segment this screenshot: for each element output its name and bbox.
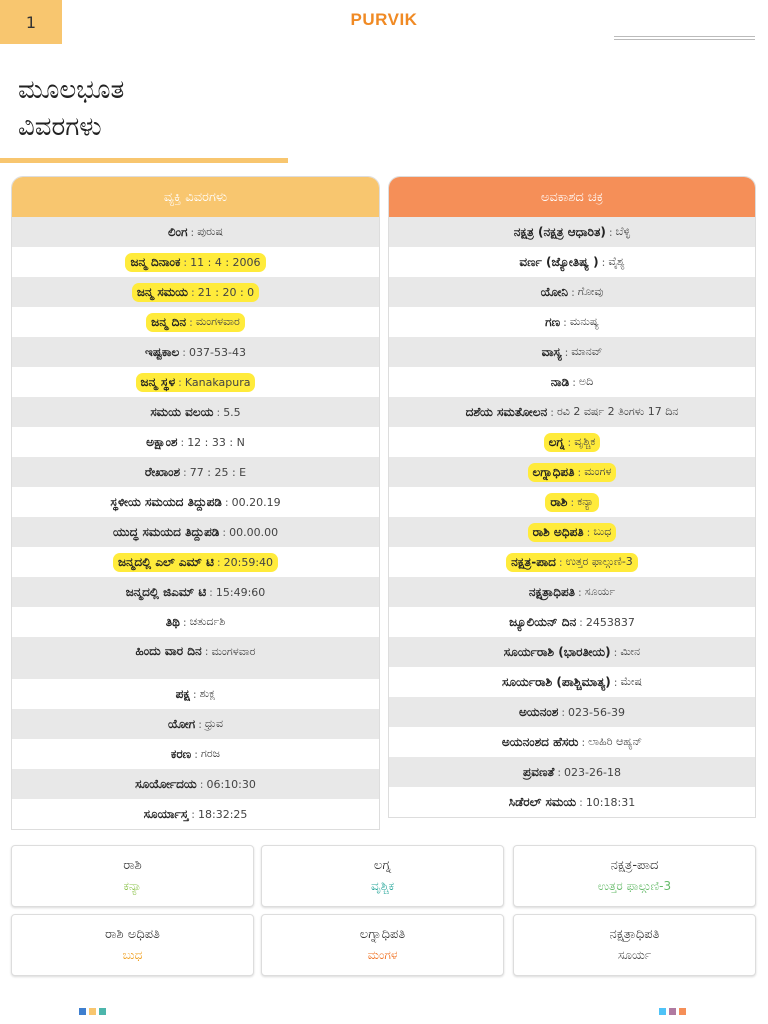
- field: [540, 313, 604, 332]
- summary-card-value: ಬುಧ: [122, 948, 143, 962]
- decorative-dot: [679, 1008, 686, 1015]
- field-separator: :: [182, 615, 187, 629]
- table-row: [12, 217, 379, 247]
- table-row: [12, 397, 379, 427]
- field-label: ಜ್ಯೂಲಿಯನ್ ದಿನ: [509, 614, 577, 629]
- table-row: [12, 517, 379, 547]
- field-separator: :: [558, 555, 563, 569]
- table-row: [12, 739, 379, 769]
- table-row: [389, 757, 755, 787]
- table-row: [12, 337, 379, 367]
- decorative-dot: [659, 1008, 666, 1015]
- field-separator: :: [586, 525, 591, 539]
- field-label: ಪಕ್ಷ: [175, 686, 190, 701]
- field-label: ಅಕ್ಷಾಂಶ: [146, 434, 178, 449]
- field-value: 2453837: [585, 615, 635, 629]
- field-label: ಜನ್ಮದಲ್ಲಿ ಜಿಎಮ್ ಟಿ: [125, 584, 207, 599]
- table-row: [389, 457, 755, 487]
- field-separator: :: [613, 675, 618, 689]
- field: [514, 253, 629, 272]
- decorative-dot: [89, 1008, 96, 1015]
- field-label: ಗಣ: [545, 314, 561, 329]
- field-label: ಯೋಗ: [167, 716, 196, 731]
- table-row: [12, 427, 379, 457]
- summary-card: [11, 914, 254, 976]
- summary-card-title: ನಕ್ಷತ್ರಾಧಿಪತಿ: [609, 927, 660, 942]
- field-label: ಅಯನಂಶದ ಹೆಸರು: [501, 734, 579, 749]
- summary-card-value: ವೃಶ್ಚಿಕ: [370, 879, 395, 893]
- field-label: ಜನ್ಮ ದಿನಾಂಕ: [130, 254, 181, 269]
- field-value: ಪುರುಷ: [197, 225, 223, 238]
- table-row: [389, 637, 755, 667]
- field-separator: :: [567, 435, 572, 449]
- summary-card-value: ಕನ್ಯಾ: [123, 879, 142, 893]
- field-label: ಸ್ಥಳೀಯ ಸಮಯದ ತಿದ್ದುಪಡಿ: [110, 494, 222, 509]
- table-row: [12, 547, 379, 577]
- summary-card: [261, 914, 504, 976]
- chakra-rows: [389, 217, 755, 817]
- field-value: ಬುಧ: [593, 525, 612, 538]
- table-row: [389, 307, 755, 337]
- table-row: [389, 217, 755, 247]
- field: [163, 223, 228, 242]
- field: [171, 685, 221, 704]
- header-divider: [614, 36, 755, 40]
- highlighted-field: [528, 463, 617, 482]
- summary-card-title: ನಕ್ಷತ್ರ-ಪಾದ: [610, 858, 659, 873]
- field-separator: :: [216, 405, 221, 419]
- table-row: [389, 727, 755, 757]
- highlighted-field: [136, 373, 256, 392]
- field-label: ಲಗ್ನ: [548, 434, 565, 449]
- field-separator: :: [613, 645, 618, 659]
- field: [537, 343, 608, 362]
- field-separator: :: [224, 495, 229, 509]
- field-label: ನಕ್ಷತ್ರಾಧಿಪತಿ: [528, 584, 576, 599]
- field-value: ರವಿ 2 ವರ್ಷ 2 ತಿಂಗಳು 17 ದಿನ: [556, 405, 679, 418]
- field: [139, 805, 253, 824]
- summary-card: [261, 845, 504, 907]
- field-value: ಮಂಗಳವಾರ: [211, 644, 256, 658]
- field-value: 18:32:25: [198, 807, 248, 821]
- field-separator: :: [216, 555, 221, 569]
- field-label: ಸಮಯ ವಲಯ: [150, 404, 214, 419]
- field: [499, 643, 645, 662]
- highlighted-field: [113, 553, 278, 572]
- field-label: ಲಗ್ನಾಧಿಪತಿ: [532, 464, 575, 479]
- summary-card-value: ಮಂಗಳ: [367, 948, 398, 962]
- field-value: 77 : 25 : E: [189, 465, 247, 479]
- field: [504, 793, 640, 812]
- field-separator: :: [571, 285, 575, 299]
- table-row: [389, 337, 755, 367]
- field-label: ಸೂರ್ಯೋದಯ: [135, 776, 197, 791]
- field-label: ಸೂರ್ಯರಾಶಿ (ಭಾರತೀಯ): [503, 644, 611, 659]
- field-separator: :: [209, 585, 213, 599]
- field-value: 10:18:31: [585, 795, 636, 809]
- field: [504, 613, 640, 632]
- page-number: 1: [0, 0, 62, 44]
- field-separator: :: [550, 405, 554, 419]
- field-label: ಯೋನಿ: [540, 284, 569, 299]
- highlighted-field: [146, 313, 245, 332]
- table-row: [389, 787, 755, 817]
- table-row: [389, 547, 755, 577]
- field-label: ಸೂರ್ಯರಾಶಿ (ಪಾಶ್ಚಿಮಾತ್ಯ): [501, 674, 611, 689]
- field: [497, 733, 647, 752]
- field: [131, 642, 261, 661]
- field-separator: :: [572, 375, 576, 389]
- field-separator: :: [180, 435, 185, 449]
- field-label: ರೇಖಾಂಶ: [144, 464, 181, 479]
- field: [163, 715, 228, 734]
- field: [105, 493, 285, 512]
- field-value: ಚತುರ್ದಶಿ: [189, 615, 226, 628]
- table-row: [12, 607, 379, 637]
- field: [497, 673, 647, 692]
- table-row: [389, 577, 755, 607]
- field-value: 06:10:30: [206, 777, 256, 791]
- table-row: [12, 457, 379, 487]
- field-separator: :: [198, 717, 202, 731]
- field: [140, 463, 251, 482]
- field: [108, 523, 283, 542]
- field: [514, 703, 630, 722]
- summary-card-title: ಲಗ್ನ: [373, 858, 392, 873]
- field-value: 21 : 20 : 0: [197, 285, 255, 299]
- field-separator: :: [189, 315, 193, 329]
- person-details-header: ವ್ಯಕ್ತಿ ವಿವರಗಳು: [12, 177, 379, 217]
- table-row: [389, 667, 755, 697]
- footer-dots-right: [659, 1008, 686, 1015]
- field-value: Kanakapura: [184, 375, 251, 389]
- field-value: ಉತ್ತರ ಫಾಲ್ಗುಣಿ-3: [565, 555, 633, 568]
- highlighted-field: [506, 553, 638, 572]
- field-value: 15:49:60: [215, 585, 266, 599]
- field-separator: :: [581, 735, 586, 749]
- table-row: [389, 517, 755, 547]
- table-row: [389, 427, 755, 457]
- field-label: ಅಯನಂಶ: [519, 704, 559, 719]
- field-value: ಲಾಹಿರಿ ಆಹ್ಯನ್: [588, 735, 643, 748]
- field-separator: :: [579, 795, 583, 809]
- field-separator: :: [191, 285, 195, 299]
- field-separator: :: [183, 465, 187, 479]
- field-value: ಮನುಷ್ಯ: [569, 315, 599, 328]
- field: [140, 343, 251, 362]
- decorative-dot: [79, 1008, 86, 1015]
- field: [509, 223, 635, 242]
- field-separator: :: [579, 615, 583, 629]
- field-label: ಲಿಂಗ: [168, 224, 188, 239]
- table-row: [389, 277, 755, 307]
- summary-card-value: ಉತ್ತರ ಫಾಲ್ಗುಣಿ-3: [597, 879, 672, 893]
- field-separator: :: [199, 777, 204, 791]
- field: [461, 403, 684, 422]
- field-label: ರಾಶಿ: [550, 494, 568, 509]
- summary-card-title: ರಾಶಿ ಅಧಿಪತಿ: [105, 927, 160, 942]
- page-title: [18, 72, 124, 146]
- table-row: [12, 367, 379, 397]
- decorative-dot: [99, 1008, 106, 1015]
- field: [130, 775, 261, 794]
- summary-card-title: ಲಗ್ನಾಧಿಪತಿ: [359, 927, 406, 942]
- table-row: [389, 367, 755, 397]
- table-row: [12, 577, 379, 607]
- field-label: ವಾಸ್ಯ: [541, 344, 562, 359]
- table-row: [12, 247, 379, 277]
- field: [145, 403, 245, 422]
- table-row: [12, 277, 379, 307]
- table-row: [389, 697, 755, 727]
- field-separator: :: [561, 705, 566, 719]
- field-value: ಅದಿ: [578, 375, 594, 388]
- page-title-line1: ಮೂಲಭೂತ: [18, 75, 125, 105]
- field-value: 12 : 33 : N: [187, 435, 245, 449]
- table-row: [12, 637, 379, 679]
- field-separator: :: [192, 687, 197, 701]
- chakra-header: ಅವಕಾಶದ ಚಕ್ರ: [389, 177, 755, 217]
- field: [524, 583, 620, 602]
- summary-card: [513, 914, 756, 976]
- field-value: ಗರಜ: [200, 747, 221, 760]
- field-label: ಸೂರ್ಯಾಸ್ತ: [143, 806, 189, 821]
- field-separator: :: [204, 645, 209, 658]
- field-value: ವೈಶ್ಯ: [608, 255, 625, 268]
- field-separator: :: [608, 225, 613, 239]
- page-title-line2: ವಿವರಗಳು: [18, 112, 102, 142]
- decorative-dot: [669, 1008, 676, 1015]
- table-row: [389, 607, 755, 637]
- table-row: [389, 397, 755, 427]
- table-row: [12, 799, 379, 829]
- field-separator: :: [191, 807, 196, 821]
- summary-card-title: ರಾಶಿ: [123, 858, 142, 873]
- field-value: 11 : 4 : 2006: [190, 255, 261, 269]
- person-details-rows: [12, 217, 379, 829]
- field-separator: :: [194, 747, 198, 761]
- field: [166, 745, 225, 764]
- field-label: ನಕ್ಷತ್ರ (ನಕ್ಷತ್ರ ಆಧಾರಿತ): [513, 224, 606, 239]
- highlighted-field: [545, 493, 598, 512]
- field-value: 023-56-39: [568, 705, 625, 719]
- highlighted-field: [544, 433, 601, 452]
- field-label: ಜನ್ಮ ದಿನ: [151, 314, 187, 329]
- footer-dots-left: [79, 1008, 106, 1015]
- summary-card-value: ಸೂರ್ಯ: [617, 948, 652, 962]
- field-label: ಪ್ರವಣತೆ: [523, 764, 555, 779]
- field-separator: :: [557, 765, 562, 779]
- field-separator: :: [563, 315, 567, 329]
- summary-card: [11, 845, 254, 907]
- field-value: 5.5: [223, 405, 241, 419]
- field-value: ಮಂಗಳ: [584, 465, 612, 478]
- table-row: [12, 679, 379, 709]
- field-separator: :: [578, 585, 582, 599]
- field-label: ಹಿಂದು ವಾರ ದಿನ: [135, 644, 202, 658]
- field-value: 037-53-43: [189, 345, 246, 359]
- field-separator: :: [190, 225, 195, 239]
- field: [141, 433, 250, 452]
- field: [518, 763, 626, 782]
- field-value: ಮೀನ: [620, 645, 641, 658]
- field-value: ಮಾನವ್: [571, 345, 603, 358]
- field-separator: :: [178, 375, 182, 389]
- field-value: ವೃಶ್ಚಿಕ: [574, 435, 596, 448]
- field-label: ಇಷ್ಟಕಾಲ: [145, 344, 180, 359]
- field-value: ಶುಕ್ಲ: [199, 687, 216, 700]
- field-label: ದಶೆಯ ಸಮತೋಲನ: [465, 404, 548, 419]
- field: [121, 583, 271, 602]
- field-separator: :: [601, 255, 606, 269]
- table-row: [389, 487, 755, 517]
- field-label: ತಿಥಿ: [165, 614, 180, 629]
- field-separator: :: [183, 255, 188, 269]
- field-value: ಮೇಷ: [620, 675, 643, 688]
- field-separator: :: [182, 345, 187, 359]
- title-underline: [0, 158, 288, 163]
- field-label: ಜನ್ಮ ಸ್ಥಳ: [140, 374, 176, 389]
- table-row: [12, 709, 379, 739]
- brand-title: PURVIK: [350, 10, 418, 29]
- field-value: ಬೆಳ್ಳಿ: [615, 225, 631, 238]
- table-row: [389, 247, 755, 277]
- table-row: [12, 769, 379, 799]
- field-value: 00.00.00: [229, 525, 279, 539]
- field-label: ಜನ್ಮ ಸಮಯ: [136, 284, 189, 299]
- chakra-panel: [388, 176, 756, 818]
- person-details-panel: [11, 176, 380, 830]
- field-label: ಕರಣ: [170, 746, 192, 761]
- field-value: ಮಂಗಳವಾರ: [195, 315, 240, 328]
- field-label: ಸಿಡೆರಲ್ ಸಮಯ: [508, 794, 577, 809]
- field: [536, 283, 609, 302]
- field-separator: :: [564, 345, 569, 359]
- field-label: ವರ್ಣ (ಜ್ಯೋತಿಷ್ಯ ): [519, 254, 599, 269]
- field-label: ಜನ್ಮದಲ್ಲಿ ಎಲ್ ಎಮ್ ಟಿ: [117, 554, 214, 569]
- field-label: ರಾಶಿ ಅಧಿಪತಿ: [532, 524, 584, 539]
- field-value: 20:59:40: [223, 555, 274, 569]
- highlighted-field: [132, 283, 259, 302]
- table-row: [12, 487, 379, 517]
- field-separator: :: [570, 495, 575, 509]
- table-row: [12, 307, 379, 337]
- field-value: ಕನ್ಯಾ: [577, 495, 594, 508]
- field: [546, 373, 599, 392]
- field: [161, 613, 231, 632]
- field-value: ಗೋವು: [577, 285, 604, 298]
- highlighted-field: [125, 253, 265, 272]
- field-label: ಯುದ್ಧ ಸಮಯದ ತಿದ್ದುಪಡಿ: [112, 524, 220, 539]
- field-value: ಸೂರ್ಯ: [584, 585, 616, 598]
- field-value: 023-26-18: [564, 765, 621, 779]
- field-label: ನಾಡಿ: [550, 374, 570, 389]
- field-separator: :: [577, 465, 582, 479]
- field-separator: :: [222, 525, 227, 539]
- summary-card: [513, 845, 756, 907]
- field-value: ಧ್ರುವ: [204, 717, 224, 730]
- highlighted-field: [528, 523, 617, 542]
- field-label: ನಕ್ಷತ್ರ-ಪಾದ: [511, 554, 556, 569]
- field-value: 00.20.19: [231, 495, 281, 509]
